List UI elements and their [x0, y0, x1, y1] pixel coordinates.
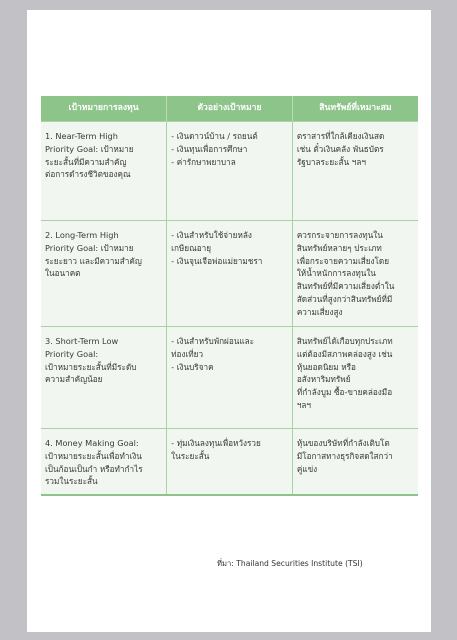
cell-line: ความสำคัญน้อย [45, 374, 103, 385]
cell-line: สินทรัพย์ได้เกือบทุกประเภท [296, 336, 393, 346]
assets-cell [292, 221, 418, 327]
cell-line: - เงินจุนเจือพ่อแม่ยามชรา [171, 255, 263, 266]
cell-line: - เงินบริจาค [171, 361, 214, 372]
cell-line: ความเสี่ยงสูง [296, 306, 343, 317]
examples-cell [167, 122, 293, 221]
cell-line: ระยะยาว และมีความสำคัญ [45, 255, 142, 266]
cell-line: คู่แข่ง [296, 463, 318, 474]
examples-cell [167, 327, 293, 429]
cell-line: - เงินทุนเพื่อการศึกษา [171, 143, 248, 154]
cell-line: - เงินดาวน์บ้าน / รถยนต์ [171, 131, 258, 141]
cell-line: ระยะสั้นที่มีความสำคัญ [45, 156, 127, 167]
assets-cell [292, 122, 418, 221]
investment-goals-table [41, 96, 418, 496]
table-row [41, 327, 418, 429]
table-row [41, 221, 418, 327]
cell-line: รัฐบาลระยะสั้น ฯลฯ [296, 156, 366, 167]
cell-line: แต่ต้องมีสภาพคล่องสูง เช่น [296, 348, 393, 359]
goal-cell [41, 122, 167, 221]
goal-cell [41, 429, 167, 496]
cell-line: - เงินสำหรับใช้จ่ายหลัง [171, 230, 252, 240]
cell-line: เกษียณอายุ [171, 242, 212, 253]
cell-line: ที่กำลังบูม ซื้อ-ขายคล่องมือ [296, 387, 393, 398]
table-row [41, 429, 418, 496]
cell-line: ต่อการดำรงชีวิตของคุณ [45, 169, 131, 180]
cell-line: ในอนาคต [45, 268, 81, 279]
source-citation: ที่มา: Thailand Securities Institute (TSI) [217, 559, 363, 568]
examples-cell [167, 221, 293, 327]
cell-line: ให้น้ำหนักการลงทุนใน [296, 268, 376, 279]
cell-line: 2. Long-Term High [45, 230, 119, 240]
cell-line: สัดส่วนที่สูงกว่าสินทรัพย์ที่มี [296, 293, 393, 304]
cell-line: 1. Near-Term High [45, 131, 118, 141]
goal-cell [41, 221, 167, 327]
cell-line: Priority Goal: [45, 348, 99, 359]
cell-line: ในระยะสั้น [171, 450, 210, 461]
header-assets: สินทรัพย์ที่เหมาะสม [292, 96, 418, 122]
cell-line: เช่น ตั๋วเงินคลัง พันธบัตร [296, 143, 384, 154]
document-page [27, 10, 431, 632]
cell-line: เป้าหมายระยะสั้นเพื่อทำเงิน [45, 450, 142, 461]
cell-line: รวมในระยะสั้น [45, 476, 98, 487]
cell-line: ท่องเที่ยว [171, 348, 204, 359]
cell-line: เป็นก้อนเป็นกำ หรือทำกำไร [45, 463, 143, 474]
cell-line: Priority Goal: เป้าหมาย [45, 143, 134, 154]
cell-line: อสังหาริมทรัพย์ [296, 374, 351, 385]
cell-line: - เงินสำหรับพักผ่อนและ [171, 336, 255, 346]
cell-line: หุ้นของบริษัทที่กำลังเติบโต [296, 438, 390, 448]
cell-line: ตราสารที่ใกล้เคียงเงินสด [296, 131, 385, 141]
cell-line: 4. Money Making Goal: [45, 438, 139, 448]
header-goal: เป้าหมายการลงทุน [41, 96, 167, 122]
cell-line: ควรกระจายการลงทุนใน [296, 230, 383, 240]
assets-cell [292, 327, 418, 429]
assets-cell [292, 429, 418, 496]
cell-line: Priority Goal: เป้าหมาย [45, 242, 134, 253]
cell-line: มีโอกาสทางธุรกิจสดใสกว่า [296, 450, 393, 461]
table-header-row [41, 96, 418, 122]
cell-line: หุ้นยอดนิยม หรือ [296, 361, 356, 372]
cell-line: สินทรัพย์หลายๆ ประเภท [296, 242, 382, 253]
cell-line: 3. Short-Term Low [45, 336, 119, 346]
table-row [41, 122, 418, 221]
goal-cell [41, 327, 167, 429]
cell-line: เพื่อกระจายความเสี่ยงโดย [296, 255, 390, 266]
cell-line: สินทรัพย์ที่มีความเสี่ยงต่ำใน [296, 281, 395, 292]
cell-line: - ทุ่มเงินลงทุนเพื่อหวังรวย [171, 438, 261, 448]
examples-cell [167, 429, 293, 496]
header-examples: ตัวอย่างเป้าหมาย [167, 96, 293, 122]
cell-line: - ค่ารักษาพยาบาล [171, 156, 236, 167]
cell-line: ฯลฯ [296, 399, 312, 410]
cell-line: เป้าหมายระยะสั้นที่มีระดับ [45, 361, 137, 372]
